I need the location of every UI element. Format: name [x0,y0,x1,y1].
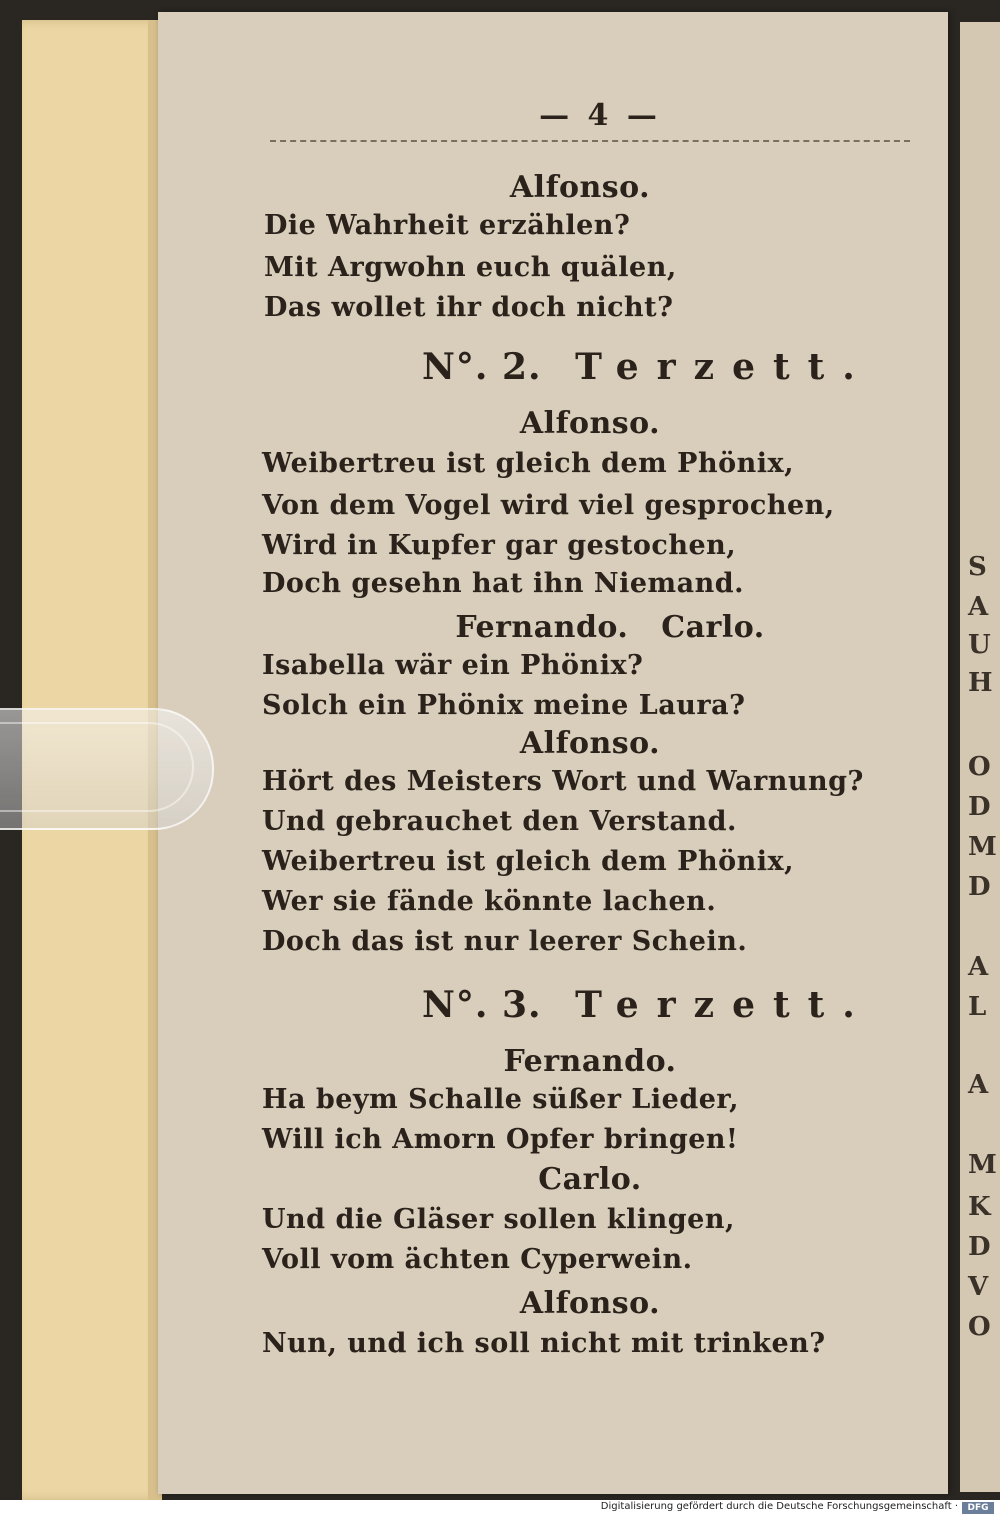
dfg-logo: DFG [962,1502,994,1514]
speaker-label: Alfonso. [509,170,651,205]
section-title: Terzett. [575,346,873,388]
facing-page-letter: U [968,630,991,660]
verse-line: Isabella wär ein Phönix? [262,650,644,681]
section-heading [422,984,873,1026]
facing-page-letter: A [968,952,989,982]
verse-line: Und gebrauchet den Verstand. [262,806,737,837]
section-title: Terzett. [575,984,873,1026]
verse-line: Wird in Kupfer gar gestochen, [262,530,737,561]
speaker-label: Carlo. [538,1162,642,1197]
verse-line: Ha beym Schalle süßer Lieder, [262,1084,740,1115]
funding-credit: Digitalisierung gefördert durch die Deutsche Forschungsgemeinschaft · [600,1501,958,1512]
header-rule [270,140,910,142]
verse-line: Doch das ist nur leerer Schein. [262,926,748,957]
speaker-label: Fernando. Carlo. [455,610,765,645]
section-number: N°. 2. [422,346,542,388]
verse-line: Von dem Vogel wird viel gesprochen, [262,490,835,521]
facing-page-letter: S [968,552,987,582]
verse-line: Nun, und ich soll nicht mit trinken? [262,1328,826,1359]
facing-page-letter: V [968,1272,989,1302]
verse-line: Weibertreu ist gleich dem Phönix, [262,448,794,479]
facing-page-letter: D [968,1232,991,1262]
verse-line: Wer sie fände könnte lachen. [262,886,717,917]
facing-page-letter: D [968,792,991,822]
verse-line: Mit Argwohn euch quälen, [264,252,677,283]
facing-page-letter: D [968,872,991,902]
section-number: N°. 3. [422,984,542,1026]
verse-line: Weibertreu ist gleich dem Phönix, [262,846,794,877]
verse-line: Doch gesehn hat ihn Niemand. [262,568,744,599]
facing-page-letter: O [968,752,991,782]
verse-line: Und die Gläser sollen klingen, [262,1204,735,1235]
speaker-label: Alfonso. [519,1286,661,1321]
facing-page-letter: M [968,1150,997,1180]
section-heading [422,346,873,388]
facing-page-letter: H [968,668,993,698]
verse-line: Solch ein Phönix meine Laura? [262,690,746,721]
verse-line: Das wollet ihr doch nicht? [264,292,674,323]
facing-page-letter: A [968,592,989,622]
speaker-label: Fernando. [503,1044,677,1079]
verse-line: Hört des Meisters Wort und Warnung? [262,766,864,797]
facing-page-letter: M [968,832,997,862]
facing-page-letter: K [968,1192,991,1222]
verse-line: Will ich Amorn Opfer bringen! [262,1124,739,1155]
page-number: — 4 — [539,98,661,133]
verse-line: Voll vom ächten Cyperwein. [262,1244,693,1275]
speaker-label: Alfonso. [519,726,661,761]
facing-page-letter: L [968,992,987,1022]
facing-page-letter: O [968,1312,991,1342]
facing-page-letter: A [968,1070,989,1100]
verse-line: Die Wahrheit erzählen? [264,210,631,241]
speaker-label: Alfonso. [519,406,661,441]
page-clip-inner [0,722,194,812]
